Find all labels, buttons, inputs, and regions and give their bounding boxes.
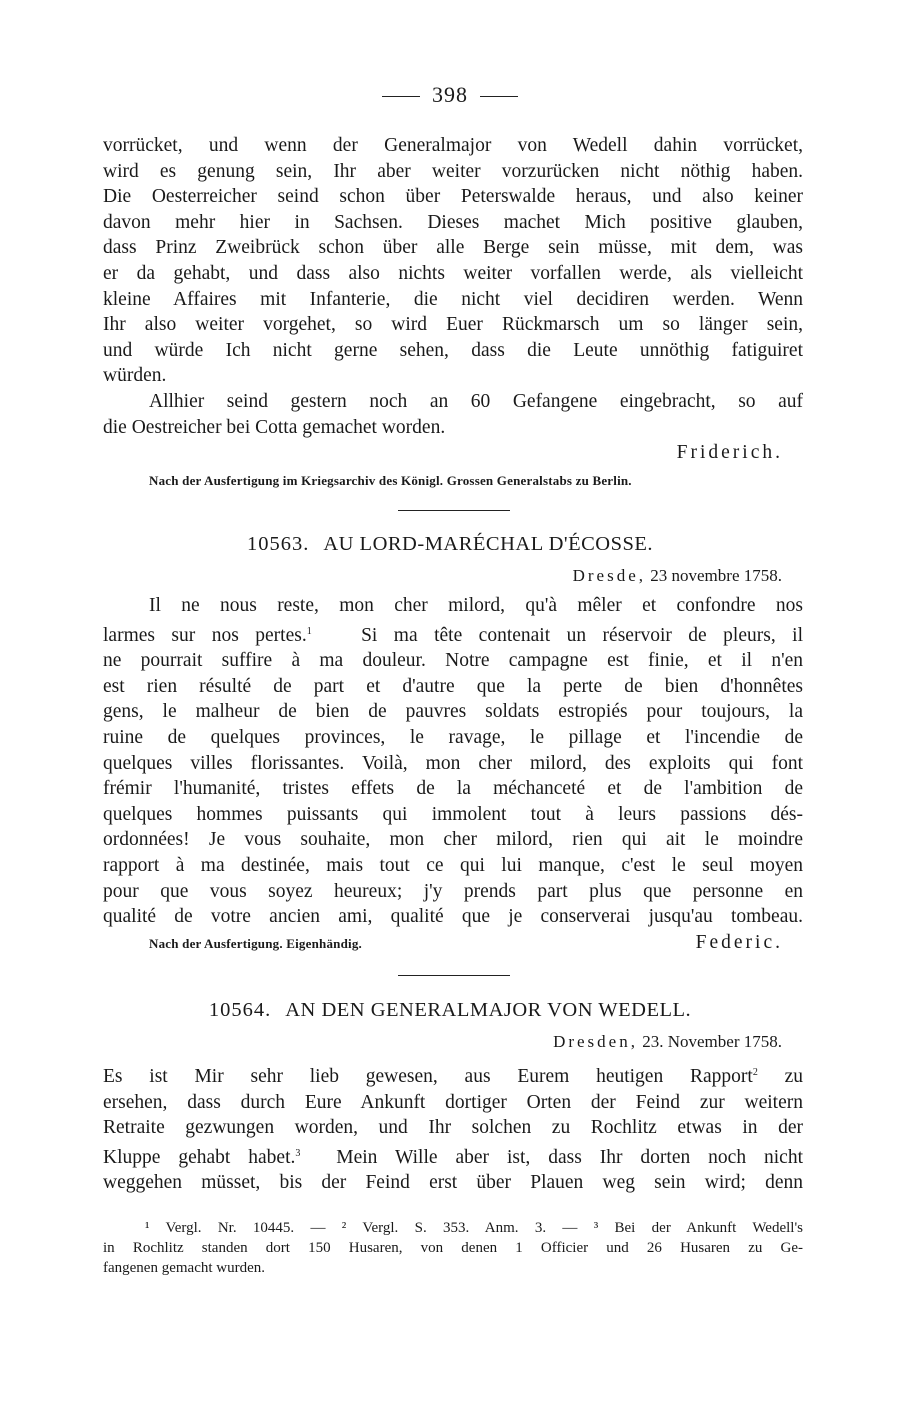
footnote-line: in Rochlitz standen dort 150 Husaren, von denen 1 Officier und 26 Husaren zu Ge- [103, 1240, 803, 1256]
text-line: Allhier seind gestern noch an 60 Gefangene eingebracht, so auf [149, 390, 803, 412]
text-line: davon mehr hier in Sachsen. Dieses machet Mich positive glauben, [103, 211, 803, 233]
text-line: pour que vous soyez heureux; j'y prends part plus que personne en [103, 880, 803, 902]
text-fragment: Si ma tête contenait un réservoir de pleurs, il [361, 624, 803, 646]
text-line [103, 619, 803, 649]
text-line: kleine Affaires mit Infanterie, die nicht viel decidiren werden. Wenn [103, 288, 803, 310]
text-line: Il ne nous reste, mon cher milord, qu'à mêler et confondre nos [149, 595, 803, 616]
text-line: er da gehabt, und dass also nichts weiter vorfallen werde, als vielleicht [103, 262, 803, 284]
letter-10563-footer [103, 930, 803, 957]
text-line [103, 1060, 803, 1090]
text-line: quelques hommes puissants qui immolent tout à leurs passions dés- [103, 803, 803, 825]
letter-number: 10564. [208, 999, 272, 1021]
text-line: Die Oesterreicher seind schon über Peterswalde heraus, und also keiner [103, 186, 803, 208]
text-line: gens, le malheur de bien de pauvres soldats estropiés pour toujours, la [103, 701, 803, 723]
header-dash-left [382, 96, 420, 97]
text-line [103, 1141, 803, 1171]
text-line: frémir l'humanité, tristes effets de la méchanceté et de l'ambition de [103, 778, 803, 800]
text-line: ordonnées! Je vous souhaite, mon cher milord, rien qui ait le moindre [103, 829, 803, 851]
text-line: ruine de quelques provinces, le ravage, le pillage et l'incendie de [103, 726, 803, 748]
footnote-line: ¹ Vergl. Nr. 10445. — ² Vergl. S. 353. Anm. 3. — ³ Bei der Ankunft Wedell's [145, 1220, 803, 1236]
text-line: wird es genung sein, Ihr aber weiter vorzurücken nicht nöthig haben. [103, 160, 803, 182]
text-fragment: Es ist Mir sehr lieb gewesen, aus Eurem heutigen Rapport [103, 1066, 753, 1087]
letter-heading-10563 [0, 533, 900, 556]
footnote-ref: 2 [752, 1067, 758, 1078]
header-dash-right [480, 96, 518, 97]
text-line: weggehen müsset, bis der Feind erst über Plauen weg sein wird; denn [103, 1172, 803, 1194]
letter-title: AU LORD-MARÉCHAL D'ÉCOSSE. [323, 533, 654, 555]
date-place: Dresden, [553, 1032, 638, 1051]
footnote-line: fangenen gemacht wurden. [103, 1260, 266, 1276]
text-line: est rien résulté de part et d'autre que la perte de bien d'honnêtes [103, 675, 803, 697]
letter-10564-body [103, 1060, 803, 1196]
dateline-10563 [573, 566, 782, 586]
text-line: vorrücket, und wenn der Generalmajor von Wedell dahin vorrücket, [103, 135, 803, 156]
date-value: 23. November 1758. [642, 1032, 782, 1051]
signature-friderich: Friderich. [676, 442, 783, 464]
source-note: Nach der Ausfertigung. Eigenhändig. [149, 935, 362, 951]
dateline-10564 [553, 1032, 782, 1052]
letter-heading-10564 [0, 999, 900, 1022]
text-line: würden. [103, 365, 167, 387]
text-line: ne pourrait suffire à ma douleur. Notre campagne est finie, et il n'en [103, 650, 803, 672]
text-line: quelques villes florissantes. Voilà, mon cher milord, des exploits qui font [103, 752, 803, 774]
page-header [0, 82, 900, 108]
section-divider [398, 510, 510, 511]
text-fragment: zu [784, 1066, 804, 1087]
text-fragment: larmes sur nos pertes. [103, 624, 307, 646]
letter-number: 10563. [246, 533, 310, 555]
previous-letter-body [103, 133, 803, 493]
text-line: rapport à ma destinée, mais tout ce qui lui manque, c'est le seul moyen [103, 854, 803, 876]
footnote-ref: 3 [295, 1147, 301, 1159]
text-line: die Oestreicher bei Cotta gemachet worden. [103, 416, 446, 438]
date-place: Dresde, [572, 566, 647, 585]
letter-10563-body [103, 593, 803, 956]
text-line: qualité de votre ancien ami, qualité que je conserverai jusqu'au tombeau. [103, 906, 803, 928]
letter-title: AN DEN GENERALMAJOR VON WEDELL. [285, 999, 692, 1021]
text-line: und würde Ich nicht gerne sehen, dass die Leute unnöthig fatiguiret [103, 339, 803, 361]
text-line: ersehen, dass durch Eure Ankunft dortiger Orten der Feind zur weitern [103, 1091, 803, 1113]
date-value: 23 novembre 1758. [650, 566, 782, 585]
section-divider [398, 975, 510, 976]
text-line: Retraite gezwungen worden, und Ihr solchen zu Rochlitz etwas in der [103, 1117, 803, 1139]
text-line: Ihr also weiter vorgehet, so wird Euer Rückmarsch um so länger sein, [103, 314, 803, 336]
text-fragment: Mein Wille aber ist, dass Ihr dorten noch nicht [336, 1146, 804, 1168]
footnotes [103, 1218, 803, 1278]
source-note: Nach der Ausfertigung im Kriegsarchiv des Königl. Grossen Generalstabs zu Berlin. [149, 472, 632, 488]
page-number: 398 [432, 82, 468, 107]
text-fragment: Kluppe gehabt habet. [103, 1146, 296, 1168]
text-line: dass Prinz Zweibrück schon über alle Berge sein müsse, mit dem, was [103, 237, 803, 259]
footnote-ref: 1 [306, 625, 312, 637]
signature-federic: Federic. [695, 931, 783, 953]
